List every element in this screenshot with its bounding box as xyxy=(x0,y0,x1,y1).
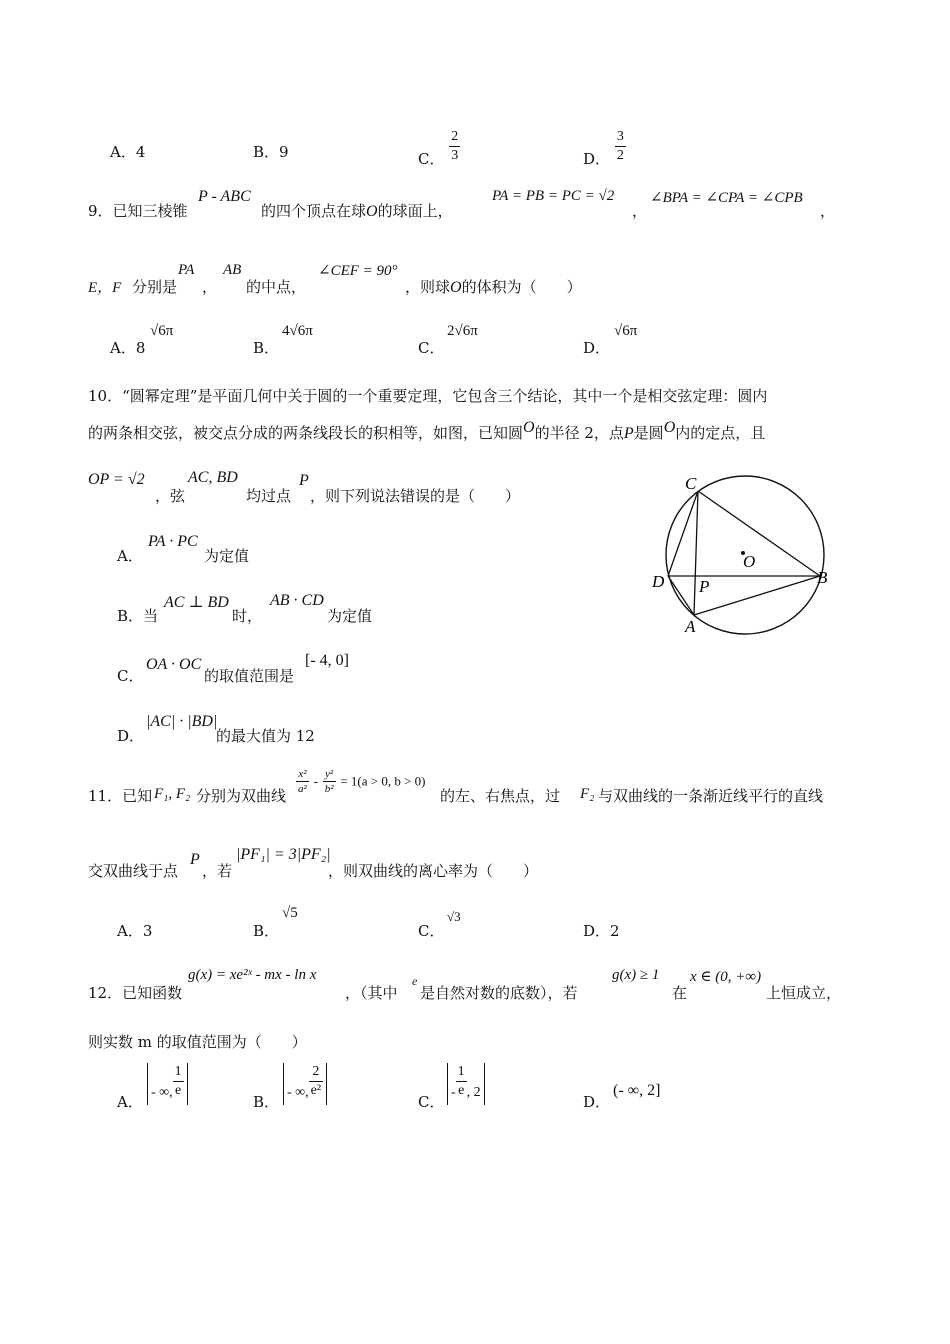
q12-intro: 12．已知函数 xyxy=(88,984,183,1002)
q10-acbd: AC, BD xyxy=(188,469,238,486)
q12-option-a-fraction xyxy=(173,1063,184,1100)
q10-option-a-expr: PA · PC xyxy=(148,533,198,550)
q10-option-c: C． xyxy=(117,667,144,685)
fraction-numerator: 2 xyxy=(309,1063,323,1082)
figure-label-d: D xyxy=(652,572,665,591)
q9-option-d-expr: √6π xyxy=(614,323,638,339)
q12-line2: 则实数 m 的取值范围为（ ） xyxy=(88,1033,307,1051)
q9-comma3: ， xyxy=(202,278,218,296)
q8-option-d xyxy=(583,128,626,168)
q10-option-a: A． xyxy=(117,547,143,565)
q9-comma2: ， xyxy=(820,202,836,220)
q8-option-c-label: C． xyxy=(418,149,445,168)
q9-option-c: C． xyxy=(418,339,445,357)
q10-option-c-expr: OA · OC xyxy=(146,656,202,673)
q10-circle-figure xyxy=(652,465,835,645)
q11-frac-y xyxy=(323,767,336,796)
fraction-denominator: e² xyxy=(310,1083,322,1098)
q8-option-d-label: D． xyxy=(583,149,611,168)
q12-text-on: 在 xyxy=(672,984,688,1002)
q10-option-b-expr1: AC ⊥ BD xyxy=(164,594,229,611)
q9-sphere-o2: O xyxy=(450,279,462,296)
figure-label-p: P xyxy=(699,577,710,596)
q12-option-d: D． xyxy=(583,1093,611,1111)
q10-option-b-expr2: AB · CD xyxy=(270,592,324,609)
fraction-numerator: x² xyxy=(296,767,309,782)
q11-f2: F₂ xyxy=(580,786,595,802)
fraction-numerator: 3 xyxy=(615,128,626,147)
q12-option-b: B． xyxy=(253,1093,280,1111)
q9-text-midpoint: 的中点， xyxy=(246,278,307,296)
q9-text-volume xyxy=(405,276,582,297)
q12-option-d-expr: (- ∞, 2] xyxy=(613,1082,661,1099)
fraction-denominator: 3 xyxy=(451,148,459,163)
q11-foci: F₁, F₂ xyxy=(154,786,191,802)
q9-equal-angles-expr: ∠BPA = ∠CPA = ∠CPB xyxy=(650,190,803,206)
q10-line2-d: 内的定点，且 xyxy=(675,424,766,442)
q9-text-b: 的四个顶点在球 xyxy=(261,202,367,220)
q12-function-expr: g(x) = xe²ˣ - mx - ln x xyxy=(188,967,317,983)
figure-label-c: C xyxy=(685,474,697,493)
q12-option-a: A． xyxy=(117,1093,143,1111)
q11-distance-expr: |PF₁| = 3|PF₂| xyxy=(236,846,331,863)
q11-option-c-expr: √3 xyxy=(447,909,461,924)
q10-line1: 10．“圆幂定理”是平面几何中关于圆的一个重要定理，它包含三个结论，其中一个是相交弦定理：圆内 xyxy=(88,387,768,405)
fraction-denominator: b² xyxy=(324,783,334,795)
q11-text-intersect: 交双曲线于点 xyxy=(88,862,179,880)
q12-option-b-expr xyxy=(283,1063,327,1105)
segment-da xyxy=(668,576,694,615)
q10-option-b-text1: 时， xyxy=(232,607,263,625)
segment-cd xyxy=(668,491,698,576)
fraction-denominator: 2 xyxy=(616,148,624,163)
q11-frac-x xyxy=(296,767,309,796)
q8-option-d-fraction xyxy=(615,128,626,165)
q10-text-through: 均过点 xyxy=(246,487,292,505)
q8-option-b: B．9 xyxy=(253,143,289,161)
q12-e: e xyxy=(412,974,418,988)
q10-option-d-expr: |AC| · |BD| xyxy=(146,713,218,730)
q12-option-b-fraction xyxy=(309,1063,323,1100)
q9-comma1: ， xyxy=(632,202,648,220)
q9-text-volume-is: 的体积为（ ） xyxy=(461,278,582,296)
q12-option-c: C． xyxy=(418,1093,445,1111)
q10-option-b: B．当 xyxy=(117,607,159,625)
q10-option-c-text: 的取值范围是 xyxy=(204,667,295,685)
q10-option-d: D． xyxy=(117,727,145,745)
fraction-numerator: 1 xyxy=(173,1063,184,1082)
q8-option-c-fraction xyxy=(449,128,460,165)
q11-option-b-expr: √5 xyxy=(282,905,298,921)
q12-text-natural: 是自然对数的底数），若 xyxy=(420,984,578,1002)
q9-option-b: B． xyxy=(253,339,280,357)
q11-text-hyperbola: 分别为双曲线 xyxy=(196,787,287,805)
interval-left: - ∞, xyxy=(287,1084,309,1100)
q12-text-where: ，（其中 xyxy=(345,984,398,1002)
q10-line2 xyxy=(88,419,766,443)
q9-intro: 9．已知三棱锥 xyxy=(88,202,188,220)
q11-intro: 11．已知 xyxy=(88,787,153,805)
q11-point-p: P xyxy=(190,851,200,868)
q9-option-b-expr: 4√6π xyxy=(282,323,313,339)
q9-text-c: 的球面上， xyxy=(377,202,453,220)
q9-option-c-expr: 2√6π xyxy=(447,323,478,339)
q11-text-eccentricity: ，则双曲线的离心率为（ ） xyxy=(328,862,539,880)
interval-right: , 2 xyxy=(466,1084,481,1100)
q9-text-sphere: ，则球 xyxy=(405,278,451,296)
interval-left: - ∞, xyxy=(151,1084,173,1100)
q8-option-a: A．4 xyxy=(110,143,146,161)
fraction-denominator: e xyxy=(175,1083,182,1098)
q9-option-a: A．8 xyxy=(110,339,146,357)
q10-option-a-text: 为定值 xyxy=(204,547,250,565)
q9-equal-edges-expr: PA = PB = PC = √2 xyxy=(492,188,615,204)
interval-minus: - xyxy=(451,1084,456,1100)
fraction-numerator: 2 xyxy=(449,128,460,147)
q11-option-a: A．3 xyxy=(117,922,153,940)
q10-circle-o: O xyxy=(523,419,535,436)
q9-line1 xyxy=(88,200,188,221)
q11-text-if: ，若 xyxy=(202,862,233,880)
q9-ef: E，F xyxy=(88,280,122,296)
q9-option-d: D． xyxy=(583,339,611,357)
q12-inequality: g(x) ≥ 1 xyxy=(612,967,660,983)
segment-cb xyxy=(698,491,820,576)
q9-text-respectively: 分别是 xyxy=(132,278,178,296)
q8-option-c xyxy=(418,128,460,168)
q10-circle-o2: O xyxy=(663,419,676,436)
q10-line2-b: 的半径 2，点 xyxy=(534,424,624,442)
q10-line2-c: 是圆 xyxy=(633,424,664,442)
q10-point-p: P xyxy=(623,425,634,442)
q9-ab: AB xyxy=(223,262,242,278)
q10-text-chord: ，弦 xyxy=(155,487,186,505)
figure-label-o: O xyxy=(743,552,756,571)
q11-text-foci: 的左、右焦点，过 xyxy=(440,787,561,805)
q10-option-d-text: 的最大值为 12 xyxy=(216,727,315,745)
q12-option-c-fraction xyxy=(456,1063,467,1100)
figure-label-b: B xyxy=(817,568,828,587)
q10-text-question: ，则下列说法错误的是（ ） xyxy=(310,487,521,505)
q10-option-c-range: [- 4, 0] xyxy=(305,652,349,669)
fraction-numerator: 1 xyxy=(456,1063,467,1082)
q11-condition: = 1(a > 0, b > 0) xyxy=(340,773,426,789)
q9-text-vertices xyxy=(261,200,453,221)
q11-option-d: D．2 xyxy=(583,922,620,940)
q10-op-expr: OP = √2 xyxy=(88,471,145,488)
q9-pa: PA xyxy=(178,262,195,278)
figure-label-a: A xyxy=(685,617,696,636)
q11-option-b: B． xyxy=(253,922,280,940)
q11-option-c: C． xyxy=(418,922,445,940)
fraction-numerator: y² xyxy=(323,767,336,782)
q11-minus: - xyxy=(313,773,318,789)
fraction-denominator: e xyxy=(458,1083,465,1098)
q12-text-holds: 上恒成立， xyxy=(766,984,842,1002)
q10-point-p2: P xyxy=(299,472,309,489)
q12-domain: x ∈ (0, +∞) xyxy=(690,969,762,985)
q10-line2-a: 的两条相交弦，被交点分成的两条线段长的积相等，如图，已知圆 xyxy=(88,424,524,442)
q9-pyramid-expr: P - ABC xyxy=(198,188,251,205)
q10-option-b-text2: 为定值 xyxy=(327,607,373,625)
fraction-denominator: a² xyxy=(298,783,307,795)
q11-text-asymptote: 与双曲线的一条渐近线平行的直线 xyxy=(598,787,824,805)
chord-ca xyxy=(694,491,698,615)
q9-angle-cef: ∠CEF = 90° xyxy=(318,263,398,279)
segment-ab xyxy=(694,576,820,615)
q9-option-a-expr: √6π xyxy=(150,323,174,339)
q12-option-a-expr xyxy=(147,1063,188,1105)
q9-sphere-o: O xyxy=(366,203,378,220)
q12-option-c-expr xyxy=(447,1063,485,1105)
q11-hyperbola-equation xyxy=(296,767,426,796)
